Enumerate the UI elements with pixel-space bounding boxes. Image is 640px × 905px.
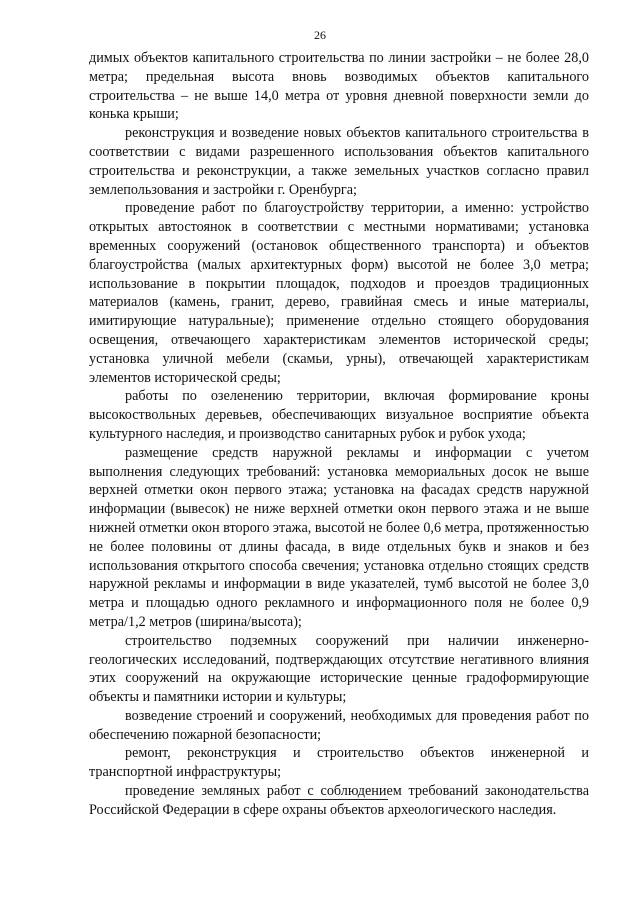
end-separator-line	[290, 799, 388, 800]
paragraph-continuation: димых объектов капитального строительства по линии застройки – не более 28,0 метра; предельная высота вновь возводимых объектов капитального строительства – не выше 14,0 метра от уровня дневной поверхности земли до конька крыши;	[89, 50, 589, 123]
document-body	[89, 49, 589, 820]
paragraph-landscaping: проведение работ по благоустройству территории, а именно: устройство открытых автостоянок в соответствии с местными нормативами; установка временных сооружений (остановок общественного транспорта) и объектов благоустройства (малых архитектурных форм) высотой не более 3,0 метра; использование в покрытии площадок, подходов и проездов традиционных материалов (камень, гранит, дерево, гравийная смесь и иные материалы, имитирующие натуральные); применение отдельно стоящего оборудования освещения, отвечающего характеристикам элементов исторической среды; установка уличной мебели (скамьи, урны), отвечающей характеристикам элементов исторической среды;	[89, 200, 589, 386]
paragraph-advertising: размещение средств наружной рекламы и информации с учетом выполнения следующих требований: установка мемориальных досок не выше верхней отметки окон первого этажа; установка на фасадах средств наружной информации (вывесок) не ниже верхней отметки окон первого этажа и не выше нижней отметки окон второго этажа, высотой не более 0,6 метра, протяженностью не более половины от длины фасада, в виде отдельных букв и знаков и без использования открытого способа свечения; установка отдельно стоящих средств наружной рекламы и информации в виде указателей, тумб высотой не более 3,0 метра и площадью одного рекламного и информационного поля не более 0,9 метра/1,2 метров (ширина/высота);	[89, 444, 589, 630]
page-number: 26	[314, 28, 326, 42]
paragraph-underground: строительство подземных сооружений при наличии инженерно-геологических исследований, подтверждающих отсутствие негативного влияния этих сооружений на окружающие исторические ценные градоформирующие объекты и памятники истории и культуры;	[89, 632, 589, 706]
paragraph-greening: работы по озеленению территории, включая формирование кроны высокоствольных деревьев, обеспечивающих визуальное восприятие объекта культурного наследия, и производство санитарных рубок и рубок ухода;	[89, 388, 589, 442]
paragraph-earthworks: проведение земляных работ с соблюдением требований законодательства Российской Федерации в сфере охраны объектов археологического наследия.	[89, 783, 589, 818]
paragraph-fire-safety: возведение строений и сооружений, необходимых для проведения работ по обеспечению пожарной безопасности;	[89, 707, 589, 743]
paragraph-reconstruction: реконструкция и возведение новых объектов капитального строительства в соответствии с видами разрешенного использования объектов капитального строительства и реконструкции, а также земельных участков согласно правил землепользования и застройки г. Оренбурга;	[89, 125, 589, 198]
paragraph-infrastructure: ремонт, реконструкция и строительство объектов инженерной и транспортной инфраструктуры;	[89, 745, 589, 781]
